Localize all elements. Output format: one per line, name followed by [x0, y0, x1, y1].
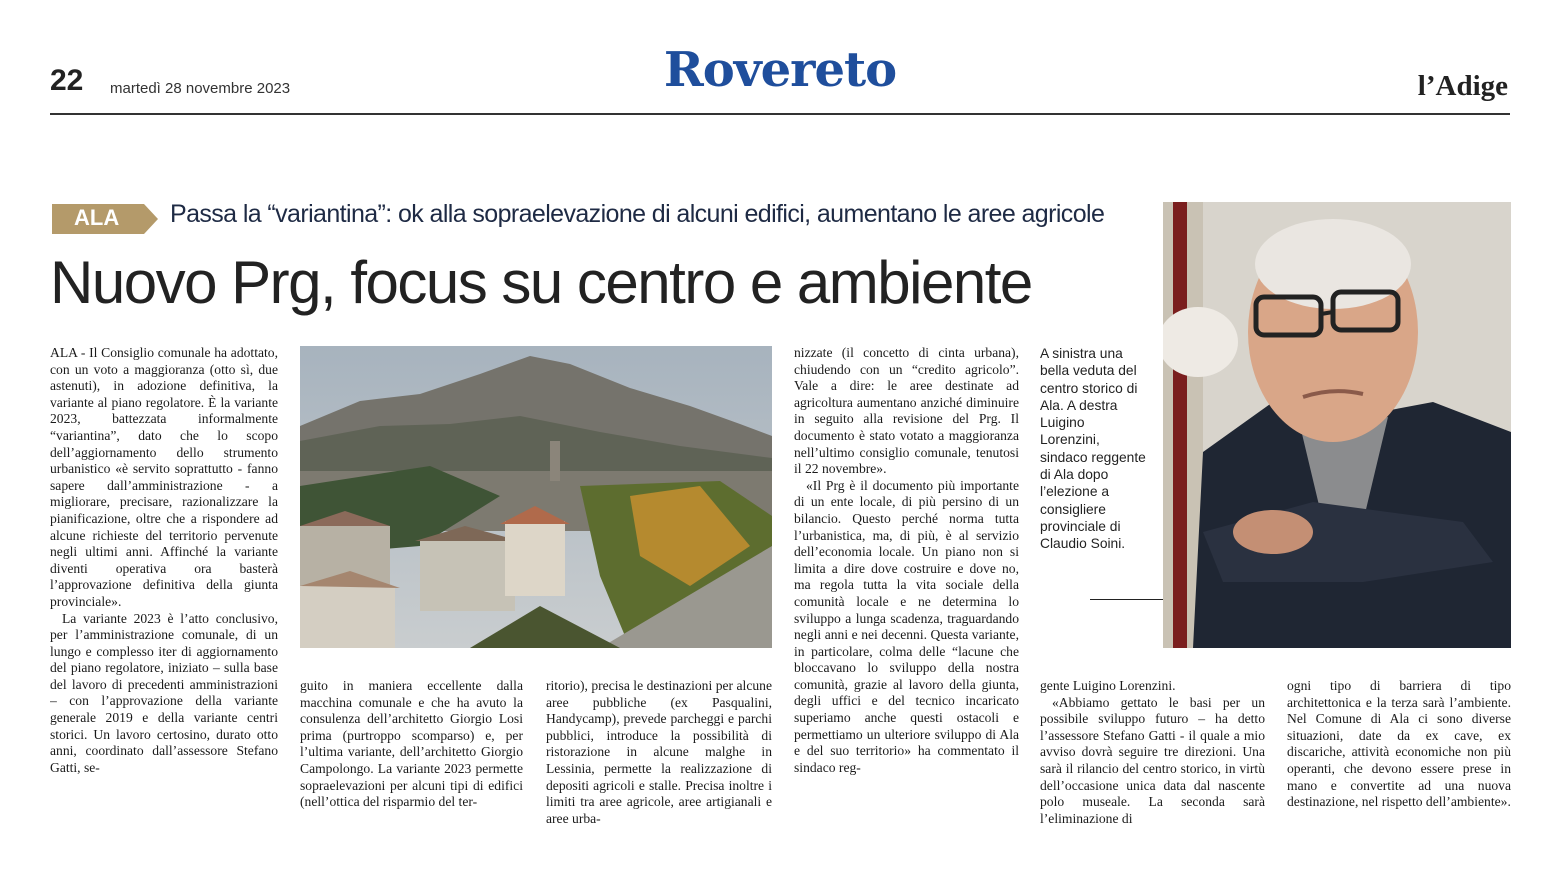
paragraph: «Il Prg è il documento più importante di un ente locale, di più persino di un bilancio. Questo perché norma tutta l’urbanistica, ma, di più, è al servizio dell’economia locale. Un piano non si limita a dire dove costruire e dove no, ma regola tutta la vita sociale della comunità locale e ne determina lo sviluppo a lunga scadenza, traguardando negli anni e nei decenni. Questa variante, in particolare, colma delle “lacune che bloccavano lo sviluppo della nostra comunità, grazie al lavoro della giunta, degli uffici e del tecnico incaricato superiamo anche questi ostacoli e permettiamo un ulteriore sviluppo di Ala e del suo territorio» ha commentato il sindaco reg- [794, 477, 1019, 775]
paragraph: gente Luigino Lorenzini. [1040, 678, 1176, 693]
newspaper-name: l’Adige [1417, 70, 1508, 102]
paragraph: La variante 2023 è l’atto conclusivo, per l’amministrazione comunale, di un lungo e complesso iter di aggiornamento del piano regolatore, iniziato – sulla base del lavoro di precedenti amministrazioni – con l’approvazione della variante generale 2019 e della variante centri storici. Un lavoro certosino, durato otto anni, coordinato dall’assessore Stefano Gatti, se- [50, 610, 278, 775]
mayor-portrait-photo [1163, 202, 1511, 648]
article-column-5 [1040, 678, 1265, 848]
article-column-3 [546, 678, 772, 848]
page-number: 22 [50, 64, 84, 97]
article-column-4 [794, 345, 1019, 845]
article-kicker: Passa la “variantina”: ok alla sopraelevazione di alcuni edifici, aumentano le aree agricole [170, 200, 1105, 228]
paragraph: ritorio), precisa le destinazioni per alcune aree pubbliche (ex Pasqualini, Handycamp), prevede parcheggi e parchi pubblici, introduce la possibilità di ristorazione in alcune malghe in Lessinia, permette la realizzazione di depositi agricoli e stalle. Precisa inoltre i limiti tra aree agricole, aree artigianali e aree urba- [546, 678, 772, 826]
paragraph: «Abbiamo gettato le basi per un possibile sviluppo futuro – ha detto l’assessore Stefano Gatti - il quale a mio avviso dovrà seguire tre direzioni. Una sarà il rilancio del centro storico, in virtù dell’occasione unica data dal nascente polo museale. La seconda sarà l’eliminazione di [1040, 694, 1265, 826]
photo-caption: A sinistra una bella veduta del centro storico di Ala. A destra Luigino Lorenzini, sindaco reggente di Ala dopo l’elezione a consigliere provinciale di Claudio Soini. [1040, 346, 1146, 552]
issue-date: martedì 28 novembre 2023 [110, 80, 291, 97]
paragraph: nizzate (il concetto di cinta urbana), chiudendo con un “credito agricolo”. Vale a dire: le aree destinate ad agricoltura aumentano anziché diminuire in seguito alla revisione del Prg. Il documento è stato votato a maggioranza nell’ultimo consiglio comunale, tenutosi il 22 novembre». [794, 345, 1019, 477]
paragraph: ALA - Il Consiglio comunale ha adottato, con un voto a maggioranza (otto sì, due astenuti), in adozione definitiva, la variante al piano regolatore. È la variante 2023, battezzata informalmente “variantina”, dato che lo scopo dell’aggiornamento dello strumento urbanistico «è servito soprattutto - fanno sapere dall’amministrazione - a migliorare, precisare, razionalizzare la pianificazione, oltre che a rispondere ad alcune richieste del territorio pervenute negli ultimi anni. Affinché la variante diventi operativa ora basterà l’approvazione definitiva della giunta provinciale». [50, 345, 278, 609]
paragraph: guito in maniera eccellente dalla macchina comunale e che ha avuto la consulenza dell’architetto Giorgio Losi prima (purtroppo scomparso) e, per l’ultima variante, dell’architetto Giorgio Campolongo. La variante 2023 permette sopraelevazioni per alcuni tipi di edifici (nell’ottica del risparmio del ter- [300, 678, 523, 810]
paragraph: ogni tipo di barriera di tipo architettonica e la terza sarà l’ambiente. Nel Comune di Ala ci sono diverse situazioni, date da ex cave, ex discariche, attività economiche non più operanti, che devono essere prese in mano e convertite ad una nuova destinazione, nel rispetto dell’ambiente». [1287, 678, 1511, 810]
location-tag: ALA [74, 205, 120, 230]
article-headline: Nuovo Prg, focus su centro e ambiente [50, 249, 1032, 316]
article-column-1 [50, 345, 278, 845]
article-column-6 [1287, 678, 1511, 848]
header-rule [50, 113, 1510, 115]
ala-town-photo [300, 346, 772, 648]
section-title: Rovereto [663, 42, 897, 98]
article-column-2 [300, 678, 523, 848]
